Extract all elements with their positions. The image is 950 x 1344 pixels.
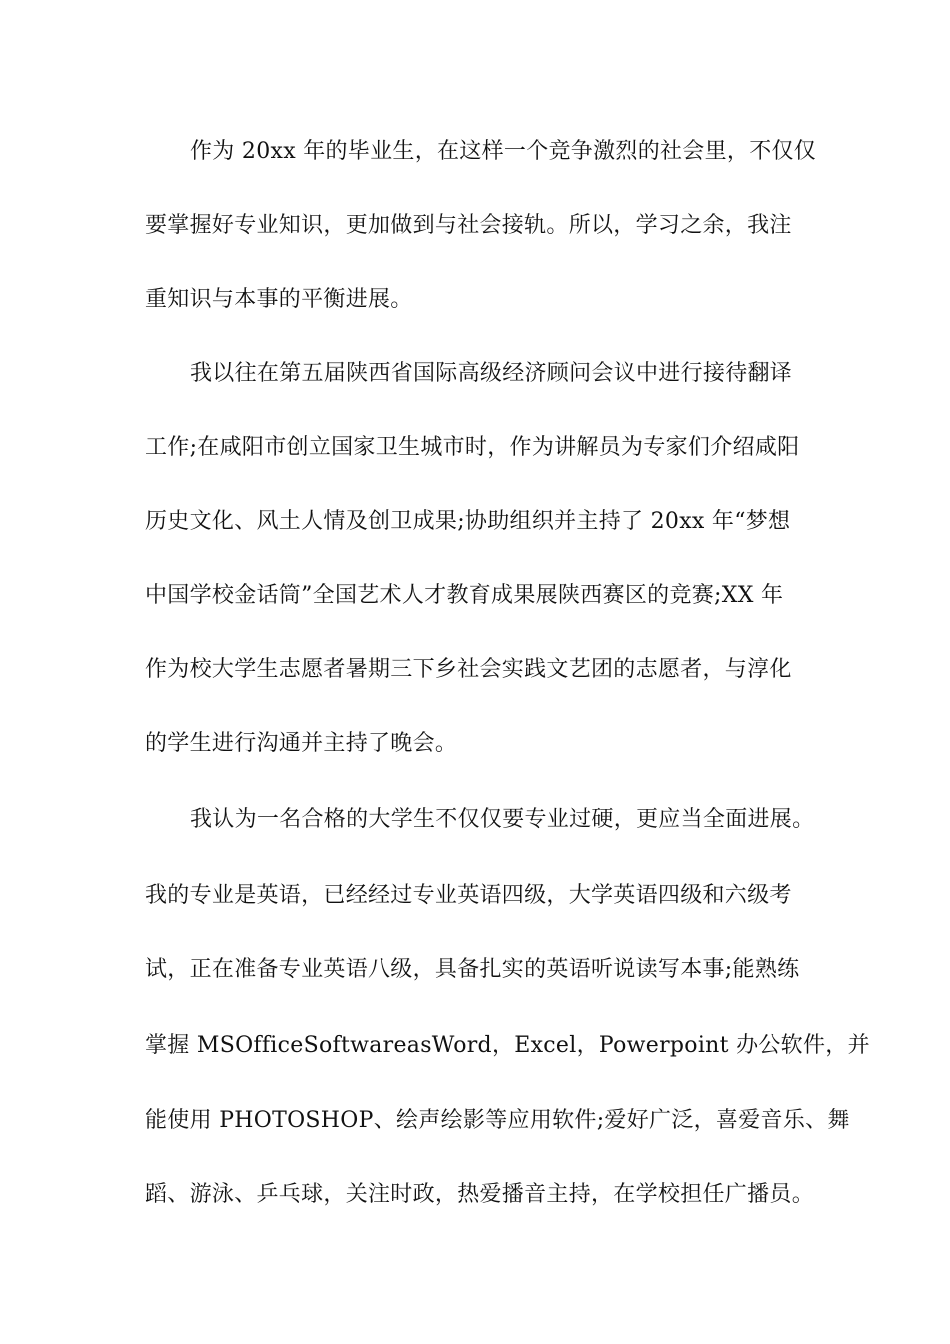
paragraph-1-line-3: 重知识与本事的平衡进展。 [145, 287, 413, 312]
paragraph-2-line-3: 历史文化、风土人情及创卫成果;协助组织并主持了 20xx 年“梦想 [145, 509, 791, 534]
paragraph-3-line-4: 掌握 MSOfficeSoftwareasWord，Excel，Powerpoint 办公软件，并 [145, 1033, 870, 1058]
paragraph-3-line-6: 蹈、游泳、乒乓球，关注时政，热爱播音主持，在学校担任广播员。 [145, 1182, 815, 1207]
paragraph-1-line-1: 作为 20xx 年的毕业生，在这样一个竞争激烈的社会里，不仅仅 [190, 139, 817, 164]
paragraph-2-line-1: 我以往在第五届陕西省国际高级经济顾问会议中进行接待翻译 [190, 361, 793, 386]
paragraph-2-line-4: 中国学校金话筒”全国艺术人才教育成果展陕西赛区的竞赛;XX 年 [145, 583, 784, 608]
paragraph-2-line-6: 的学生进行沟通并主持了晚会。 [145, 731, 458, 756]
paragraph-1-line-2: 要掌握好专业知识，更加做到与社会接轨。所以，学习之余，我注 [145, 213, 792, 238]
paragraph-3-line-5: 能使用 PHOTOSHOP、绘声绘影等应用软件;爱好广泛，喜爱音乐、舞 [145, 1108, 850, 1133]
paragraph-3-line-2: 我的专业是英语，已经经过专业英语四级，大学英语四级和六级考 [145, 883, 792, 908]
paragraph-2-line-5: 作为校大学生志愿者暑期三下乡社会实践文艺团的志愿者，与淳化 [145, 657, 792, 682]
paragraph-3-line-1: 我认为一名合格的大学生不仅仅要专业过硬，更应当全面进展。 [190, 807, 815, 832]
paragraph-3-line-3: 试，正在准备专业英语八级，具备扎实的英语听说读写本事;能熟练 [145, 957, 800, 982]
paragraph-2-line-2: 工作;在咸阳市创立国家卫生城市时，作为讲解员为专家们介绍咸阳 [145, 435, 800, 460]
